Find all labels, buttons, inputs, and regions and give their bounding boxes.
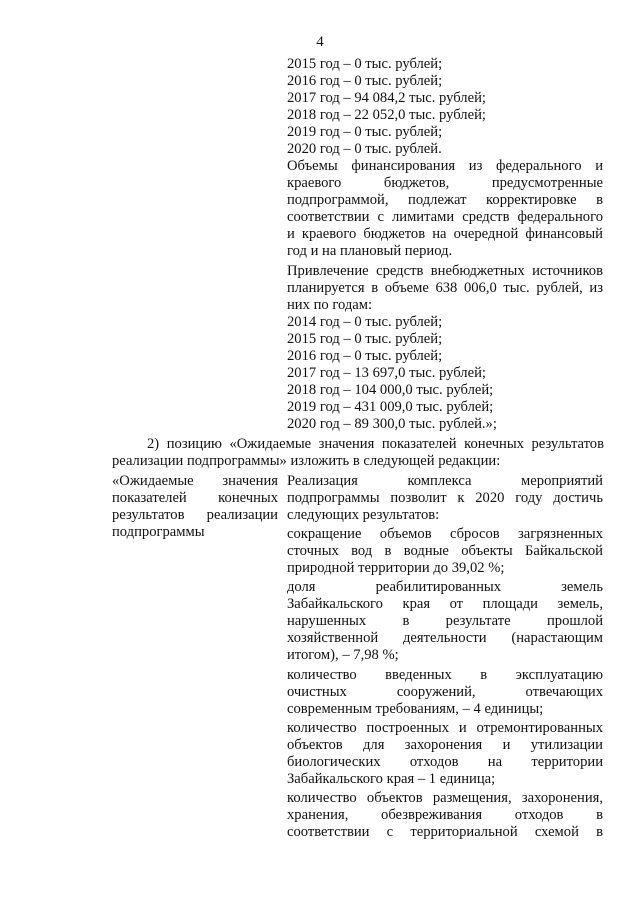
result-item-line: количество построенных и отремонтированных <box>287 720 603 736</box>
budget-line: 2018 год – 22 052,0 тыс. рублей; <box>287 107 486 123</box>
budget-line: 2015 год – 0 тыс. рублей; <box>287 331 443 347</box>
budget-line: 2017 год – 94 084,2 тыс. рублей; <box>287 90 486 106</box>
result-item-line: хранения, обезвреживания отходов в <box>287 807 603 823</box>
result-item-line: соответствии с территориальной схемой в <box>287 824 603 840</box>
result-item-line: сточных вод в водные объекты Байкальской <box>287 543 603 559</box>
result-item-line: нарушенных в результате прошлой <box>287 613 603 629</box>
result-item-line: Забайкальского края от площади земель, <box>287 596 603 612</box>
page-number: 4 <box>316 34 324 50</box>
result-item-line: доля реабилитированных земель <box>287 579 603 595</box>
budget-line: 2016 год – 0 тыс. рублей; <box>287 73 443 89</box>
extra-budget-line: Привлечение средств внебюджетных источников <box>287 263 603 279</box>
budget-line: 2017 год – 13 697,0 тыс. рублей; <box>287 365 486 381</box>
result-item-line: Забайкальского края – 1 единица; <box>287 771 496 787</box>
budget-line: 2019 год – 431 009,0 тыс. рублей; <box>287 399 494 415</box>
table-right-intro-line: подпрограммы позволит к 2020 году достичь <box>287 490 603 506</box>
result-item-line: количество введенных в эксплуатацию <box>287 667 603 683</box>
financing-note-line: год и на плановый период. <box>287 243 453 259</box>
result-item-line: итогом), – 7,98 %; <box>287 647 399 663</box>
paragraph-2-line: реализации подпрограммы» изложить в следующей редакции: <box>112 453 501 469</box>
result-item-line: биологических отходов на территории <box>287 754 603 770</box>
result-item-line: природной территории до 39,02 %; <box>287 560 505 576</box>
budget-line: 2014 год – 0 тыс. рублей; <box>287 314 443 330</box>
budget-line: 2019 год – 0 тыс. рублей; <box>287 124 443 140</box>
result-item-line: современным требованиям, – 4 единицы; <box>287 701 544 717</box>
financing-note-line: подпрограммой, подлежат корректировке в <box>287 192 603 208</box>
result-item-line: сокращение объемов сбросов загрязненных <box>287 526 603 542</box>
financing-note-line: Объемы финансирования из федерального и <box>287 158 603 174</box>
financing-note-line: и краевого бюджетов на очередной финансовый <box>287 226 603 242</box>
paragraph-2-line: 2) позицию «Ожидаемые значения показателей конечных результатов <box>147 436 604 452</box>
table-right-intro-line: Реализация комплекса мероприятий <box>287 473 603 489</box>
budget-line: 2020 год – 89 300,0 тыс. рублей.»; <box>287 416 497 432</box>
financing-note-line: соответствии с лимитами средств федерального <box>287 209 603 225</box>
table-left-line: показателей конечных <box>112 490 278 506</box>
result-item-line: количество объектов размещения, захоронения, <box>287 790 603 806</box>
result-item-line: хозяйственной деятельности (нарастающим <box>287 630 603 646</box>
budget-line: 2015 год – 0 тыс. рублей; <box>287 56 443 72</box>
table-right-intro-line: следующих результатов: <box>287 507 440 523</box>
extra-budget-line: планируется в объеме 638 006,0 тыс. рублей, из <box>287 280 603 296</box>
budget-line: 2020 год – 0 тыс. рублей. <box>287 141 442 157</box>
extra-budget-line: них по годам: <box>287 297 373 313</box>
financing-note-line: краевого бюджетов, предусмотренные <box>287 175 603 191</box>
result-item-line: объектов для захоронения и утилизации <box>287 737 603 753</box>
result-item-line: очистных сооружений, отвечающих <box>287 684 603 700</box>
table-left-line: результатов реализации <box>112 507 278 523</box>
table-left-line: «Ожидаемые значения <box>112 473 278 489</box>
budget-line: 2018 год – 104 000,0 тыс. рублей; <box>287 382 494 398</box>
table-left-line: подпрограммы <box>112 524 205 540</box>
budget-line: 2016 год – 0 тыс. рублей; <box>287 348 443 364</box>
